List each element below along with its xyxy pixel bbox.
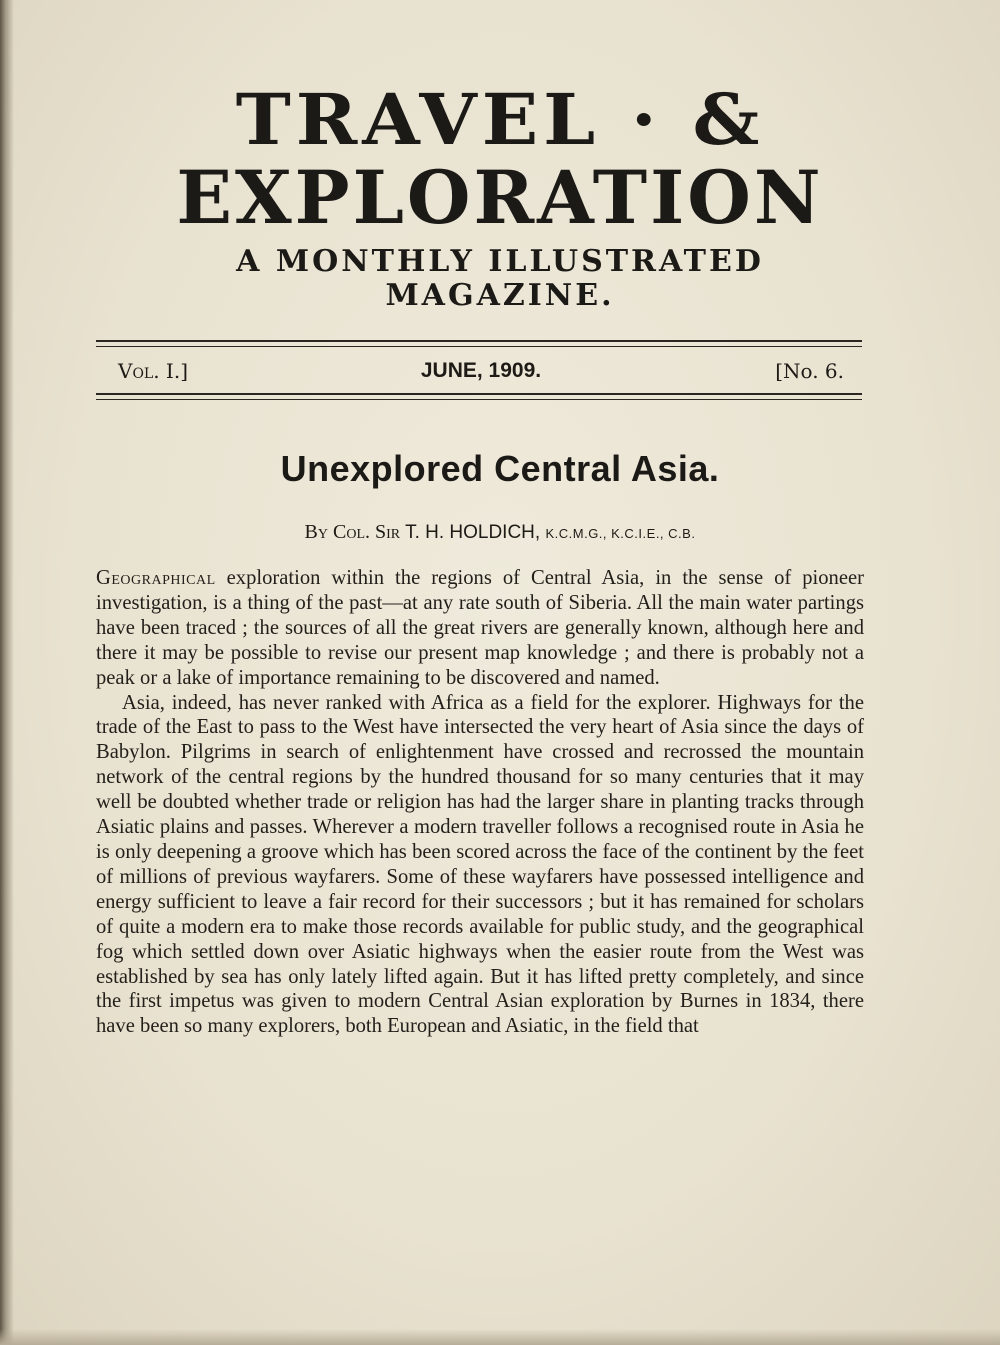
lead-word: Geographical [96, 567, 216, 589]
masthead-title-line2: EXPLORATION [176, 155, 824, 241]
byline-author: T. H. HOLDICH, [405, 522, 541, 543]
article-body [96, 566, 864, 1039]
byline-honours: K.C.M.G., K.C.I.E., C.B. [545, 526, 696, 541]
issue-date: JUNE, 1909. [420, 359, 542, 382]
volume-number: Vol. I.] [118, 359, 188, 383]
article-title: Unexplored Central Asia. [280, 448, 720, 489]
issue-number: [No. 6. [775, 359, 844, 383]
issue-line [118, 356, 844, 386]
paragraph-1-text: exploration within the regions of Central Asia, in the sense of pioneer investigation, is a thing of the past—at any rate south of Siberia. All the main water partings have been traced ; the sources of all the great rivers are generally known, although here and there it may be possible to revise our present map knowledge ; and there is probably not a peak or a lake of importance remaining to be discovered and named. [96, 567, 864, 689]
issue-rule-bottom [96, 393, 862, 400]
issue-rule-top [96, 340, 862, 347]
page-bottom-edge [0, 1329, 1000, 1345]
masthead [0, 78, 1000, 314]
paragraph-2: Asia, indeed, has never ranked with Africa as a field for the explorer. Highways for the trade of the East to pass to the West have intersected the very heart of Asia since the days of Babylon. Pilgrims in search of enlightenment have crossed and recrossed the mountain network of the central regions by the hundred thousand for so many centuries that it may well be doubted whether trade or religion has had the larger share in planting tracks through Asiatic plains and passes. Wherever a modern traveller follows a recognised route in Asia he is only deepening a groove which has been scored across the face of the continent by the feet of millions of previous wayfarers. Some of these wayfarers have possessed intelligence and energy sufficient to leave a fair record for their successors ; but it has remained for scholars of quite a modern era to make those records available for public study, and the geographical fog which settled down over Asiatic highways when the easier route from the West was established by sea has only lately lifted again. But it has lifted pretty completely, and since the first impetus was given to modern Central Asian exploration by Burnes in 1834, there have been so many explorers, both European and Asiatic, in the field that [96, 691, 864, 1038]
masthead-subtitle-line1: A MONTHLY ILLUSTRATED [236, 244, 764, 279]
masthead-title-line1: TRAVEL · & [235, 79, 765, 161]
paragraph-1 [96, 566, 864, 691]
byline-prefix: By Col. Sir [304, 521, 401, 543]
article-byline [0, 519, 1000, 547]
masthead-subtitle-line2: MAGAZINE. [385, 278, 615, 313]
